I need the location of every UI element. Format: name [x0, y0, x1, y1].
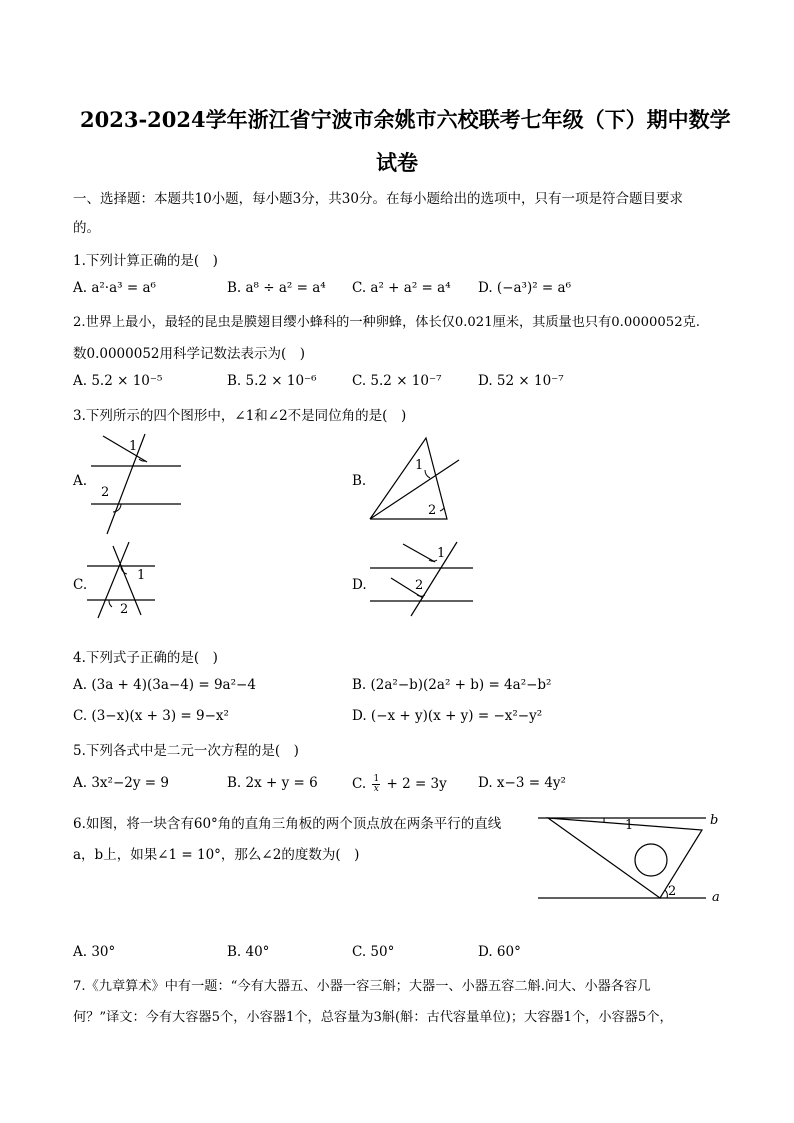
q6-angle1-label: 1	[625, 818, 634, 833]
q3-option-c: C.	[73, 577, 88, 593]
q3-figure-d	[365, 540, 480, 620]
q3b-angle1-label: 1	[415, 458, 424, 473]
q2-stem-cont: 数0.0000052用科学记数法表示为( )	[73, 346, 306, 362]
q6-option-a: A. 30°	[73, 944, 116, 960]
q3-figure-b	[365, 436, 465, 526]
q6-stem-cont: a，b上，如果∠1 = 10°，那么∠2的度数为( )	[73, 847, 360, 863]
page-title-cont: 试卷	[376, 150, 418, 175]
q5-fraction-num: 1	[373, 774, 380, 784]
q3b-angle2-label: 2	[428, 503, 437, 518]
q3a-angle1-label: 1	[129, 439, 138, 454]
q3-figure-a	[85, 432, 195, 542]
q7-stem-cont: 何？”译文：今有大容器5个，小容器1个，总容量为3斛(斛：古代容量单位)；大容器1个，小容器5个，	[73, 1010, 673, 1025]
q3-option-d: D.	[352, 577, 367, 593]
q4-option-b: B. (2a²−b)(2a² + b) = 4a²−b²	[352, 677, 552, 693]
section-header-cont: 的。	[73, 220, 100, 236]
q6-option-b: B. 40°	[227, 944, 270, 960]
q3d-angle1-label: 1	[437, 546, 446, 561]
q1-option-a: A. a²·a³ = a⁶	[73, 280, 156, 296]
q1-option-c: C. a² + a² = a⁴	[352, 280, 451, 296]
q5-fraction	[372, 775, 380, 794]
q4-option-c: C. (3−x)(x + 3) = 9−x²	[73, 708, 229, 724]
q6-option-d: D. 60°	[478, 944, 521, 960]
q5-fraction-den: x	[373, 784, 379, 794]
q5-option-b: B. 2x + y = 6	[227, 775, 318, 791]
q2-option-d: D. 52 × 10⁻⁷	[478, 373, 564, 389]
q5-option-d: D. x−3 = 4y²	[478, 775, 566, 791]
q3-figure-c	[85, 540, 175, 620]
q5-stem: 5.下列各式中是二元一次方程的是( )	[73, 743, 299, 759]
q6-stem: 6.如图，将一块含有60°角的直角三角板的两个顶点放在两条平行的直线	[73, 816, 502, 832]
q2-option-c: C. 5.2 × 10⁻⁷	[352, 373, 442, 389]
q1-stem: 1.下列计算正确的是( )	[73, 253, 218, 269]
q5-option-a: A. 3x²−2y = 9	[73, 775, 169, 791]
q2-option-b: B. 5.2 × 10⁻⁶	[227, 373, 317, 389]
q6-line-b-label: b	[710, 813, 719, 828]
q3d-angle2-label: 2	[415, 578, 424, 593]
q4-option-a: A. (3a + 4)(3a−4) = 9a²−4	[73, 677, 256, 693]
q6-line-a-label: a	[712, 890, 720, 905]
q3-stem: 3.下列所示的四个图形中，∠1和∠2不是同位角的是( )	[73, 408, 407, 424]
q6-option-c: C. 50°	[352, 944, 395, 960]
q6-figure	[530, 808, 730, 908]
q1-option-b: B. a⁸ ÷ a² = a⁴	[227, 280, 326, 296]
q1-option-d: D. (−a³)² = a⁶	[478, 280, 571, 296]
q5-option-c-letter: C.	[352, 776, 367, 792]
q5-option-c-rest: + 2 = 3y	[386, 776, 447, 792]
q3c-angle2-label: 2	[120, 602, 129, 617]
q2-stem: 2.世界上最小，最轻的昆虫是膜翅目缨小蜂科的一种卵蜂，体长仅0.021厘米，其质量也只有0.0000052克.	[73, 315, 700, 330]
q7-stem: 7.《九章算术》中有一题：“今有大器五、小器一容三斛；大器一、小器五容二斛.问大、小器各容几	[73, 979, 651, 994]
section-header: 一、选择题：本题共10小题，每小题3分，共30分。在每小题给出的选项中，只有一项是符合题目要求	[73, 191, 683, 207]
q2-option-a: A. 5.2 × 10⁻⁵	[73, 373, 163, 389]
q3-option-a: A.	[73, 473, 88, 489]
q3c-angle1-label: 1	[137, 568, 146, 583]
page-title: 2023-2024学年浙江省宁波市余姚市六校联考七年级（下）期中数学	[80, 107, 731, 132]
q5-option-c	[352, 775, 447, 794]
q4-stem: 4.下列式子正确的是( )	[73, 650, 218, 666]
q4-option-d: D. (−x + y)(x + y) = −x²−y²	[352, 708, 543, 724]
q6-angle2-label: 2	[668, 884, 677, 899]
q3a-angle2-label: 2	[101, 485, 110, 500]
q3-option-b: B.	[352, 473, 367, 489]
